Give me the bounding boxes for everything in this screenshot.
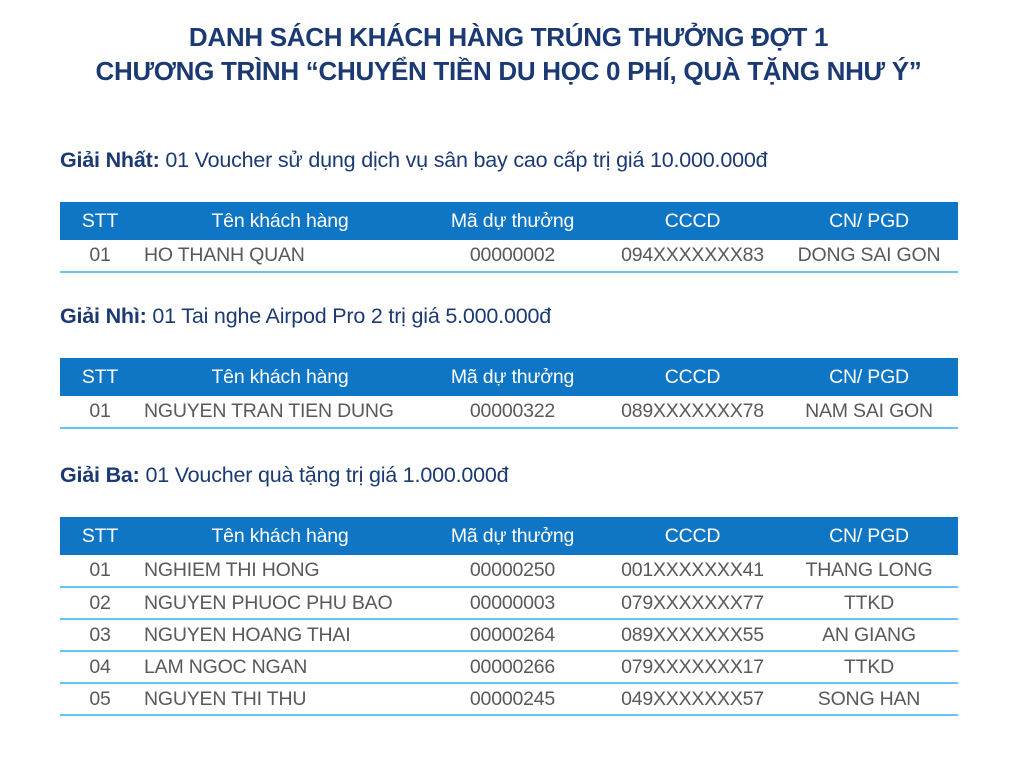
column-header: CN/ PGD [780,358,958,396]
section-heading [60,300,958,332]
winners-table [60,358,958,429]
column-header: Tên khách hàng [140,202,420,240]
table-cell: NAM SAI GON [780,396,958,428]
page-title-line2: CHƯƠNG TRÌNH “CHUYỂN TIỀN DU HỌC 0 PHÍ, QUÀ TẶNG NHƯ Ý” [95,56,922,86]
table-body [60,240,958,272]
column-header: CCCD [605,358,780,396]
column-header: Mã dự thưởng [420,358,605,396]
column-header: Mã dự thưởng [420,202,605,240]
table-cell: 049XXXXXXX57 [605,683,780,715]
table-header-row [60,202,958,240]
table-cell: 03 [60,619,140,651]
table-cell: LAM NGOC NGAN [140,651,420,683]
table-cell: 094XXXXXXX83 [605,240,780,272]
table-cell: DONG SAI GON [780,240,958,272]
table-cell: 079XXXXXXX77 [605,587,780,619]
column-header: Mã dự thưởng [420,517,605,555]
table-cell: 00000003 [420,587,605,619]
table-cell: 00000250 [420,555,605,587]
section-heading [60,459,958,491]
table-cell: AN GIANG [780,619,958,651]
section-description: 01 Voucher sử dụng dịch vụ sân bay cao cấp trị giá 10.000.000đ [165,148,768,172]
table-cell: 01 [60,240,140,272]
table-header-row [60,517,958,555]
table-header [60,202,958,240]
table-cell: 01 [60,396,140,428]
table-row [60,651,958,683]
column-header: STT [60,202,140,240]
table-body [60,555,958,715]
table-cell: NGUYEN THI THU [140,683,420,715]
table-cell: 02 [60,587,140,619]
prize-sections [60,144,958,716]
table-row [60,683,958,715]
column-header: Tên khách hàng [140,517,420,555]
table-cell: 00000264 [420,619,605,651]
table-cell: 079XXXXXXX17 [605,651,780,683]
column-header: STT [60,517,140,555]
table-cell: THANG LONG [780,555,958,587]
table-row [60,396,958,428]
table-row [60,555,958,587]
column-header: CN/ PGD [780,517,958,555]
table-cell: 01 [60,555,140,587]
section-label: Giải Ba: [60,463,140,487]
prize-section [60,144,958,273]
section-heading [60,144,958,176]
table-cell: NGUYEN TRAN TIEN DUNG [140,396,420,428]
table-cell: 05 [60,683,140,715]
table-cell: 089XXXXXXX55 [605,619,780,651]
section-description: 01 Voucher quà tặng trị giá 1.000.000đ [145,463,509,487]
column-header: STT [60,358,140,396]
table-cell: SONG HAN [780,683,958,715]
table-cell: 089XXXXXXX78 [605,396,780,428]
table-cell: NGHIEM THI HONG [140,555,420,587]
table-cell: 00000245 [420,683,605,715]
table-row [60,587,958,619]
winners-table [60,202,958,273]
section-label: Giải Nhì: [60,304,147,328]
table-header [60,358,958,396]
table-cell: 00000322 [420,396,605,428]
winners-table [60,517,958,716]
table-header-row [60,358,958,396]
column-header: CCCD [605,517,780,555]
table-cell: NGUYEN HOANG THAI [140,619,420,651]
table-row [60,240,958,272]
table-body [60,396,958,428]
table-cell: 04 [60,651,140,683]
section-label: Giải Nhất: [60,148,160,172]
table-cell: NGUYEN PHUOC PHU BAO [140,587,420,619]
table-cell: 001XXXXXXX41 [605,555,780,587]
table-header [60,517,958,555]
section-description: 01 Tai nghe Airpod Pro 2 trị giá 5.000.000đ [152,304,551,328]
page-title-line1: DANH SÁCH KHÁCH HÀNG TRÚNG THƯỞNG ĐỢT 1 [188,22,829,52]
column-header: Tên khách hàng [140,358,420,396]
table-cell: 00000266 [420,651,605,683]
column-header: CN/ PGD [780,202,958,240]
page-title [0,0,1017,88]
table-cell: TTKD [780,651,958,683]
prize-section [60,300,958,429]
table-cell: TTKD [780,587,958,619]
table-cell: 00000002 [420,240,605,272]
table-row [60,619,958,651]
table-cell: HO THANH QUAN [140,240,420,272]
column-header: CCCD [605,202,780,240]
prize-section [60,459,958,716]
